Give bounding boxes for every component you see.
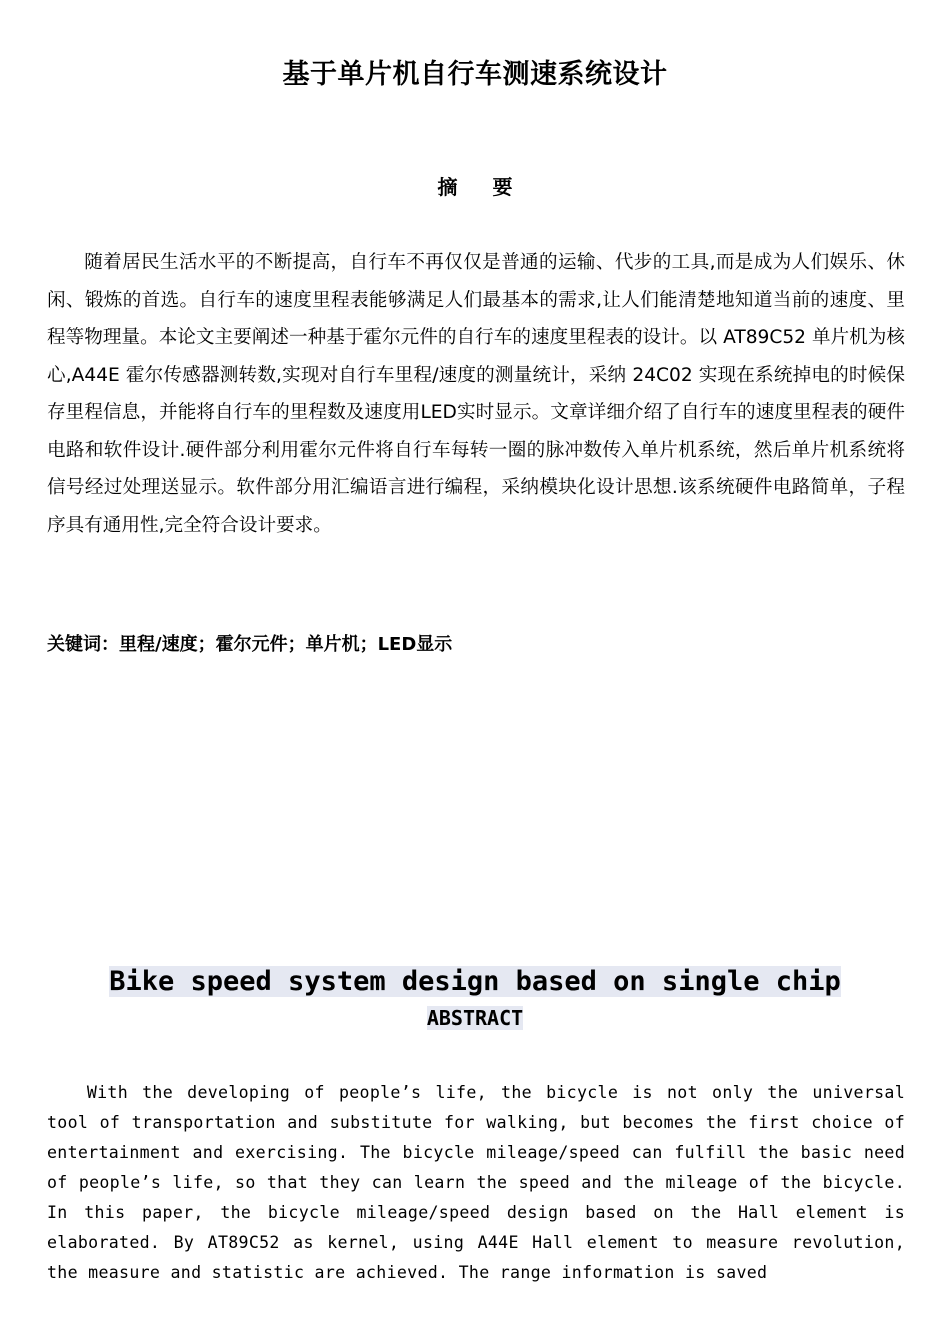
- chinese-keywords: 关键词：里程/速度；霍尔元件；单片机；LED显示: [47, 634, 453, 655]
- english-abstract-body: With the developing of people’s life, the bicycle is not only the universal tool of transportation and substitute for walking, but becomes the first choice of entertainment and exercising. The bicycle mileage/speed can fulfill the basic need of people’s life, so that they can learn the speed and the mileage of the bicycle. In this paper, the bicycle mileage/speed design based on the Hall element is elaborated. By AT89C52 as kernel, using A44E Hall element to measure revolution, the measure and statistic are achieved. The range information is saved: [47, 1083, 905, 1282]
- chinese-abstract-body: 随着居民生活水平的不断提高，自行车不再仅仅是普通的运输、代步的工具,而是成为人们娱乐、休闲、锻炼的首选。自行车的速度里程表能够满足人们最基本的需求,让人们能清楚地知道当前的速度、里程等物理量。本论文主要阐述一种基于霍尔元件的自行车的速度里程表的设计。以 AT89C52 单片机为核心,A44E 霍尔传感器测转数,实现对自行车里程/速度的测量统计，采纳 24C02 实现在系统掉电的时候保存里程信息，并能将自行车的里程数及速度用LED实时显示。文章详细介绍了自行车的速度里程表的硬件电路和软件设计.硬件部分利用霍尔元件将自行车每转一圈的脉冲数传入单片机系统，然后单片机系统将信号经过处理送显示。软件部分用汇编语言进行编程，采纳模块化设计思想.该系统硬件电路简单，子程序具有通用性,完全符合设计要求。: [47, 252, 905, 536]
- chinese-title: 基于单片机自行车测速系统设计: [282, 59, 668, 90]
- chinese-abstract-heading: 摘 要: [437, 175, 527, 199]
- english-title: Bike speed system design based on single chip: [109, 966, 841, 997]
- english-abstract-heading: ABSTRACT: [426, 1006, 524, 1030]
- english-abstract-heading-block: [0, 1003, 950, 1033]
- english-title-block: [0, 962, 950, 1002]
